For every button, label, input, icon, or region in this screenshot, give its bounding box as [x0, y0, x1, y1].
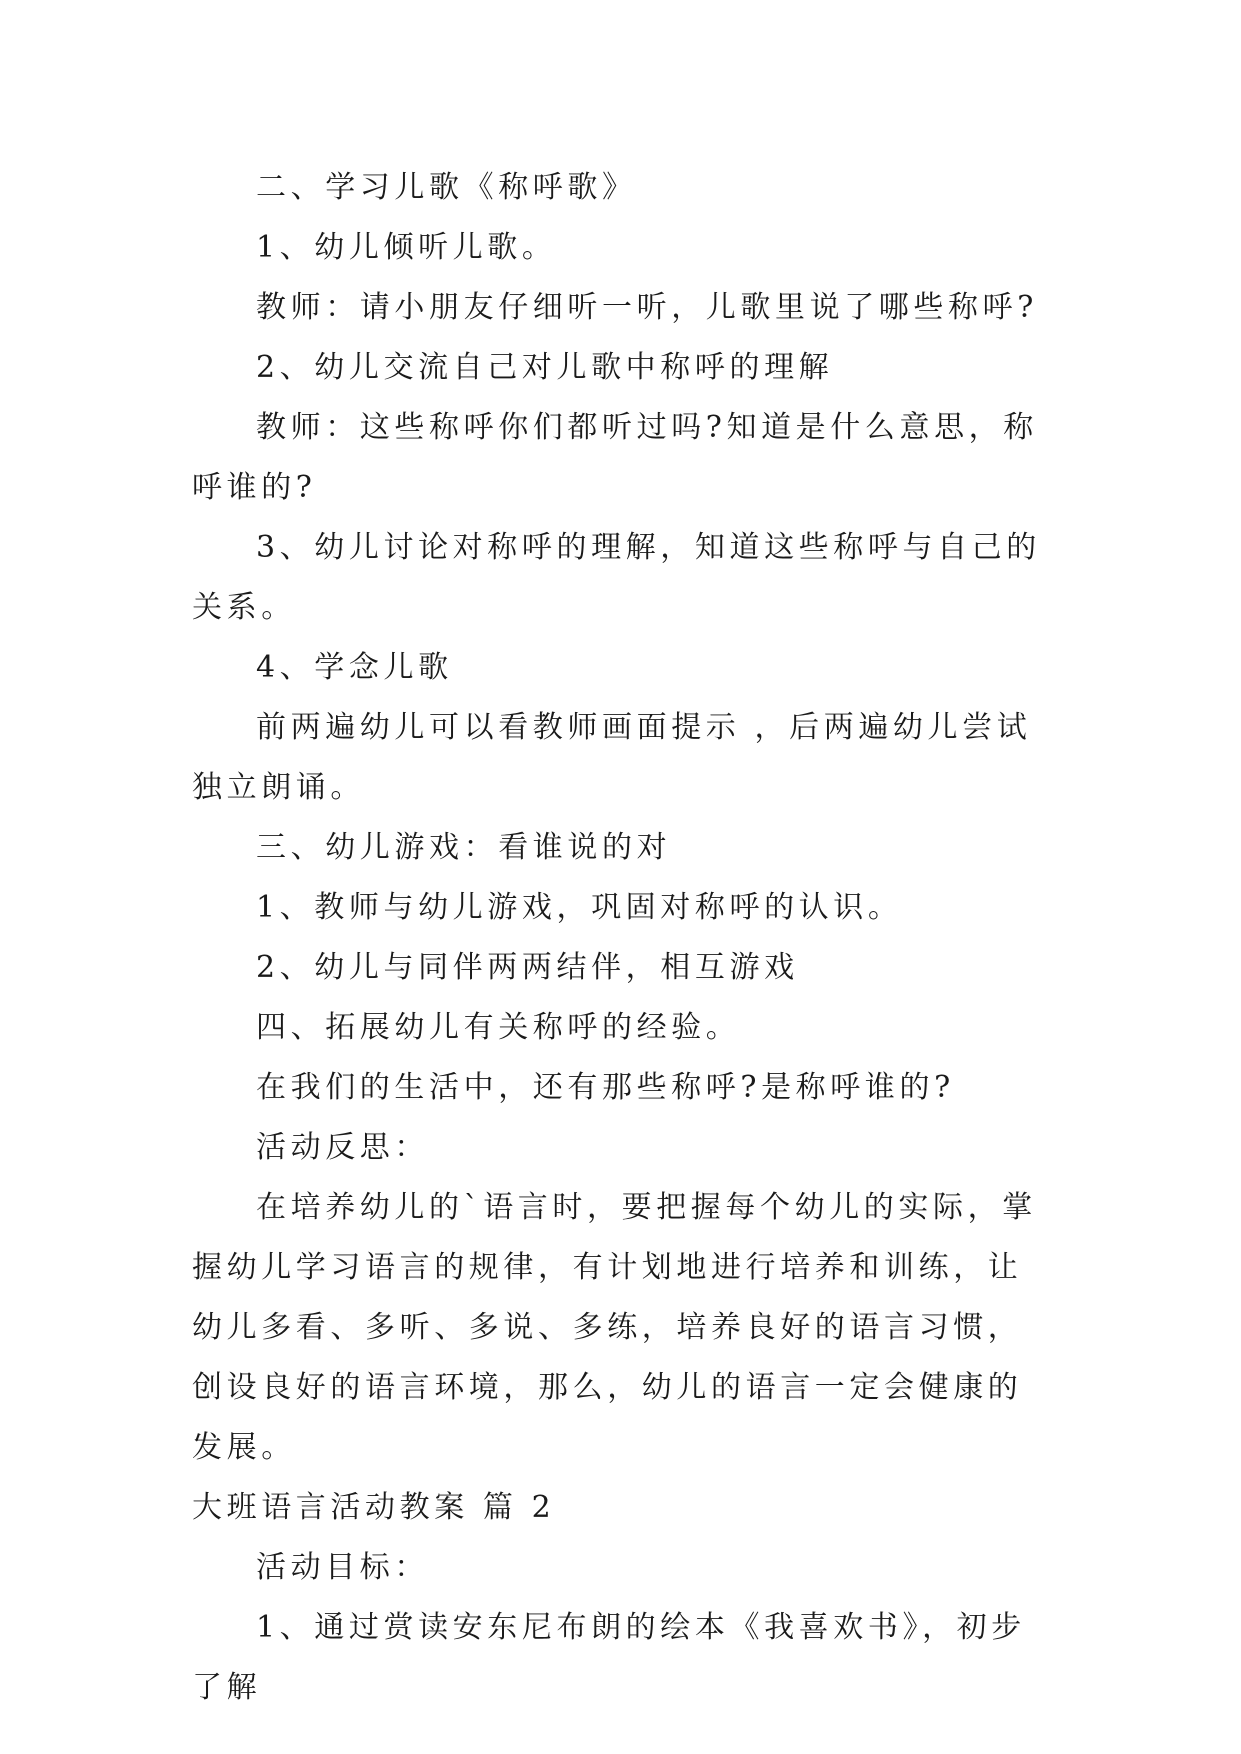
game-step-2: 2、幼儿与同伴两两结伴，相互游戏: [256, 950, 799, 985]
section-heading-learn-rhyme: 二、学习儿歌《称呼歌》: [256, 170, 637, 205]
goal-1: 1、通过赏读安东尼布朗的绘本《我喜欢书》，初步了解: [192, 1610, 1026, 1705]
teacher-question-1: 教师：请小朋友仔细听一听，儿歌里说了哪些称呼?: [256, 290, 1038, 325]
step-discuss-relations: 3、幼儿讨论对称呼的理解，知道这些称呼与自己的关系。: [192, 530, 1041, 625]
step-recite-rhyme: 4、学念儿歌: [256, 650, 453, 685]
game-step-1: 1、教师与幼儿游戏，巩固对称呼的认识。: [256, 890, 903, 925]
step-exchange-understanding: 2、幼儿交流自己对儿歌中称呼的理解: [256, 350, 834, 385]
reflection-heading: 活动反思：: [256, 1130, 429, 1165]
section-heading-game: 三、幼儿游戏：看谁说的对: [256, 830, 672, 865]
document-body: [192, 158, 1052, 1718]
goals-heading: 活动目标：: [256, 1550, 429, 1585]
recite-instructions: 前两遍幼儿可以看教师画面提示 ，后两遍幼儿尝试独立朗诵。: [192, 710, 1032, 805]
section-heading-extend: 四、拓展幼儿有关称呼的经验。: [256, 1010, 741, 1045]
step-listen-rhyme: 1、幼儿倾听儿歌。: [256, 230, 557, 265]
extend-question: 在我们的生活中，还有那些称呼?是称呼谁的?: [256, 1070, 955, 1105]
reflection-text: 在培养幼儿的`语言时，要把握每个幼儿的实际，掌握幼儿学习语言的规律，有计划地进行培养和训练，让幼儿多看、多听、多说、多练，培养良好的语言习惯，创设良好的语言环境，那么，幼儿的语言一定会健康的发展。: [192, 1190, 1037, 1465]
lesson-title-part-2: 大班语言活动教案 篇 2: [192, 1490, 556, 1525]
teacher-question-2: 教师：这些称呼你们都听过吗?知道是什么意思，称呼谁的?: [192, 410, 1038, 505]
